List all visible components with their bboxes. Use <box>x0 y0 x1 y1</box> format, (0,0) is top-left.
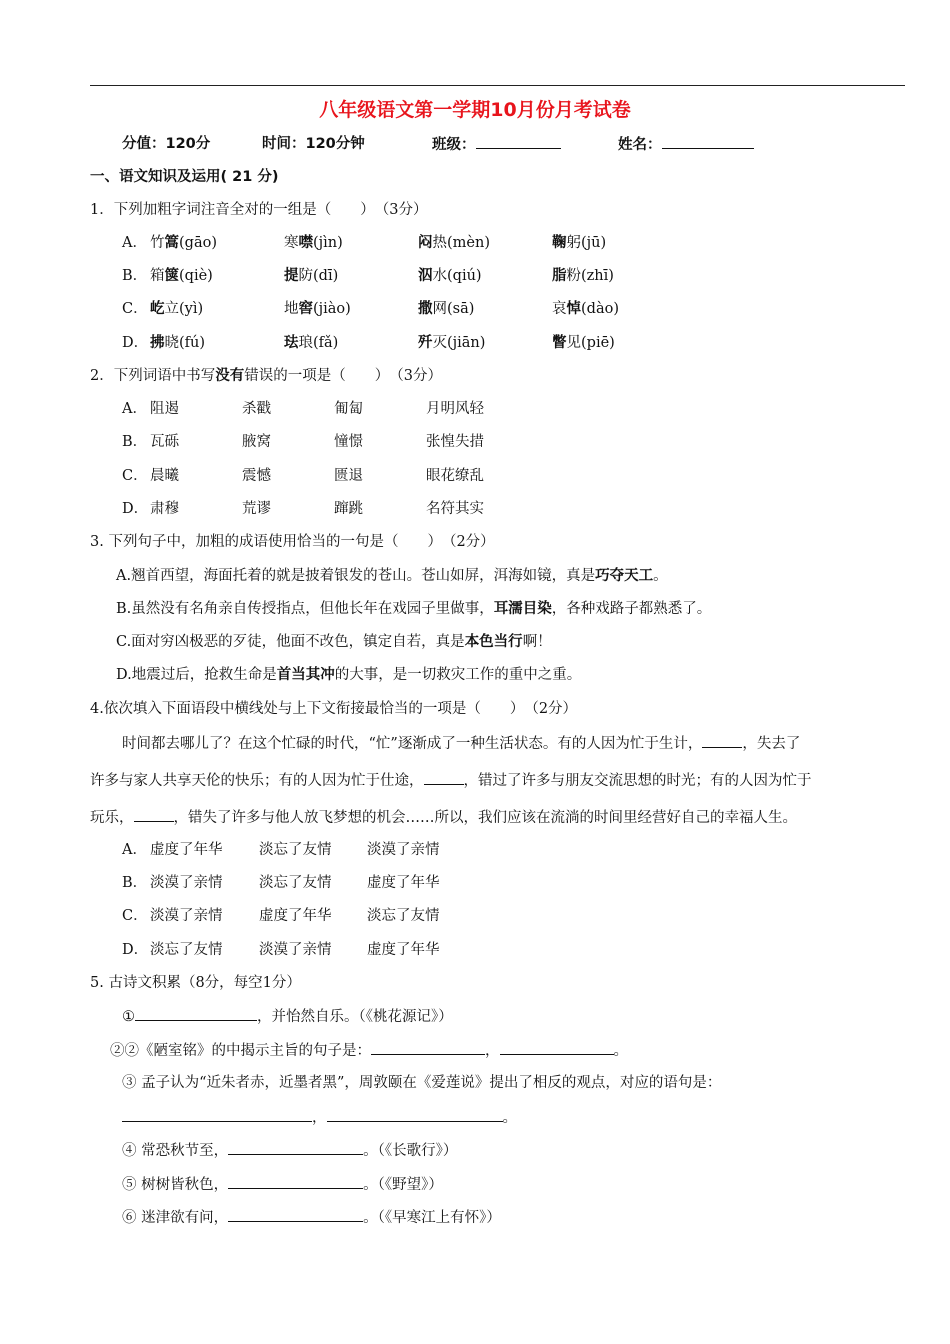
option-label: B． <box>122 875 148 891</box>
q1-word-pre: 哀 <box>552 301 567 317</box>
q1-word-post: (jiào) <box>313 301 351 317</box>
option-item <box>150 299 203 319</box>
q5-item-3-blanks <box>122 1107 517 1128</box>
option-item: 虚度了年华 <box>367 942 440 958</box>
q5-blank-3[interactable] <box>500 1040 614 1055</box>
option-item <box>418 233 490 253</box>
option-item <box>150 266 213 286</box>
q4-p3-end: ，错失了许多与他人放飞梦想的机会……所以，我们应该在流淌的时间里经营好自己的幸福人生。 <box>173 810 797 826</box>
option-item: 阻遏 <box>150 401 179 417</box>
q4-blank-2 <box>424 770 464 785</box>
q5-i2-text: ②②《陋室铭》的中揭示主旨的句子是： <box>110 1043 371 1059</box>
q5-i3-end: 。 <box>502 1110 517 1126</box>
option-item <box>418 266 482 286</box>
option-item <box>552 266 614 286</box>
q5-item-3: ③ 孟子认为“近朱者赤，近墨者黑”，周敦颐在《爱莲说》提出了相反的观点，对应的语句是： <box>122 1075 722 1091</box>
q3-a-text: A.翘首西望，海面托着的就是披着银发的苍山。苍山如屏，洱海如镜，真是 <box>116 568 596 584</box>
q4-passage-line-2 <box>90 770 812 791</box>
q3-d-text: D.地震过后，抢救生命是 <box>116 667 277 683</box>
q3-option-b[interactable] <box>116 599 711 619</box>
q2-stem <box>90 366 442 386</box>
option-item <box>552 333 615 353</box>
q1-word-bold: 歼 <box>418 335 433 351</box>
q5-i6-text: ⑥ 迷津欲有问， <box>122 1210 229 1226</box>
option-label: A． <box>122 842 147 858</box>
q5-i1-num: ① <box>122 1009 135 1025</box>
option-item: 淡忘了友情 <box>150 942 223 958</box>
q3-a-idiom: 巧夺天工 <box>595 568 654 584</box>
q2-stem-post: 错误的一项是（ ） （3分） <box>244 368 442 384</box>
option-item: 淡漠了亲情 <box>150 875 223 891</box>
q5-i4-text: ④ 常恐秋节至， <box>122 1143 229 1159</box>
q2-stem-pre: 2．下列词语中书写 <box>90 368 216 384</box>
option-item <box>552 233 606 253</box>
q3-c-end: 啊！ <box>522 634 552 650</box>
section-heading: 一、语文知识及运用( 21 分) <box>90 169 279 185</box>
q1-word-bold: 瞥 <box>552 335 567 351</box>
option-item: 憧憬 <box>334 434 363 450</box>
class-label: 班级： <box>432 137 476 153</box>
q1-word-pre: 竹 <box>150 235 165 251</box>
q1-word-bold: 屹 <box>150 301 165 317</box>
q3-stem: 3. 下列句子中，加粗的成语使用恰当的一句是（ ） （2分） <box>90 534 495 550</box>
option-item: 匍匐 <box>334 401 363 417</box>
option-item <box>284 266 338 286</box>
option-item <box>552 299 619 319</box>
option-item: 淡漠了亲情 <box>367 842 440 858</box>
q1-word-bold: 撒 <box>418 301 433 317</box>
q5-i5-source: 。（《野望》） <box>363 1177 443 1193</box>
q5-stem: 5. 古诗文积累（8分，每空1分） <box>90 975 301 991</box>
q1-word-post: (qiè) <box>179 268 213 284</box>
option-item: 淡漠了亲情 <box>259 942 332 958</box>
q1-word-post: 防(dī) <box>298 268 339 284</box>
q5-i1-text: ，并怡然自乐。（《桃花源记》） <box>257 1009 453 1025</box>
q1-word-bold: 悼 <box>566 301 581 317</box>
q1-word-post: 水(qiú) <box>432 268 482 284</box>
q3-b-end: ，各种戏路子都熟悉了。 <box>551 601 712 617</box>
q1-word-bold: 箧 <box>164 268 179 284</box>
q4-p1-end: ，失去了 <box>742 736 801 752</box>
option-label: C． <box>122 301 148 317</box>
option-label: B． <box>122 268 148 284</box>
q5-blank-6[interactable] <box>228 1140 363 1155</box>
q5-blank-5[interactable] <box>327 1107 503 1122</box>
q1-word-pre: 箱 <box>150 268 165 284</box>
option-label: C． <box>122 908 148 924</box>
time-info: 时间：120分钟 <box>262 136 365 152</box>
q4-stem: 4.依次填入下面语段中横线处与上下文衔接最恰当的一项是（ ） （2分） <box>90 701 578 717</box>
q3-d-end: 的大事，是一切救灾工作的重中之重。 <box>334 667 582 683</box>
q1-stem: 1．下列加粗字词注音全对的一组是（ ） （3分） <box>90 202 428 218</box>
option-item: 淡漠了亲情 <box>150 908 223 924</box>
name-blank[interactable] <box>662 134 754 149</box>
option-item: 虚度了年华 <box>367 875 440 891</box>
q1-word-post: 见(piē) <box>566 335 615 351</box>
option-item <box>150 233 217 253</box>
option-item <box>150 333 205 353</box>
option-label: C． <box>122 468 148 484</box>
q1-word-post: 躬(jū) <box>566 235 607 251</box>
q4-passage-line-3 <box>90 807 797 828</box>
option-item: 月明风轻 <box>426 401 484 417</box>
q1-word-bold: 噤 <box>298 235 313 251</box>
option-item: 蹿跳 <box>334 501 363 517</box>
q5-item-6 <box>122 1207 501 1228</box>
q5-i3-comma: ， <box>312 1110 327 1126</box>
option-item <box>284 299 351 319</box>
q1-word-bold: 提 <box>284 268 299 284</box>
option-item: 肃穆 <box>150 501 179 517</box>
option-item: 晨曦 <box>150 468 179 484</box>
q4-p2-end: ，错过了许多与朋友交流思想的时光；有的人因为忙于 <box>463 773 812 789</box>
q5-item-2 <box>110 1040 628 1061</box>
q3-d-idiom: 首当其冲 <box>276 667 335 683</box>
q3-c-text: C.面对穷凶极恶的歹徒，他面不改色，镇定自若，真是 <box>116 634 465 650</box>
q5-i6-source: 。（《早寒江上有怀》） <box>363 1210 501 1226</box>
q5-blank-8[interactable] <box>228 1207 363 1222</box>
q5-blank-2[interactable] <box>371 1040 485 1055</box>
q4-p2-text: 许多与家人共享天伦的快乐；有的人因为忙于仕途， <box>90 773 424 789</box>
q1-word-post: 立(yì) <box>164 301 204 317</box>
option-item <box>284 233 343 253</box>
q5-item-1 <box>122 1006 453 1027</box>
option-label: D． <box>122 501 149 517</box>
option-item <box>284 333 338 353</box>
q1-word-post: 晓(fú) <box>164 335 206 351</box>
option-label: B． <box>122 434 148 450</box>
q1-word-post: 热(mèn) <box>432 235 490 251</box>
option-item: 淡忘了友情 <box>259 842 332 858</box>
q3-c-idiom: 本色当行 <box>464 634 523 650</box>
q4-blank-1 <box>702 733 742 748</box>
option-item: 名符其实 <box>426 501 484 517</box>
option-item: 眼花缭乱 <box>426 468 484 484</box>
q5-i4-source: 。（《长歌行》） <box>363 1143 458 1159</box>
q5-item-4 <box>122 1140 457 1161</box>
q1-word-pre: 寒 <box>284 235 299 251</box>
q1-word-bold: 窖 <box>298 301 313 317</box>
q3-option-a[interactable] <box>116 566 668 586</box>
q1-word-post: (gāo) <box>179 235 217 251</box>
option-item: 瓦砾 <box>150 434 179 450</box>
option-item: 匮退 <box>334 468 363 484</box>
option-item: 淡忘了友情 <box>367 908 440 924</box>
q3-option-d[interactable] <box>116 665 581 685</box>
q5-i5-text: ⑤ 树树皆秋色， <box>122 1177 229 1193</box>
q2-stem-bold: 没有 <box>215 368 245 384</box>
option-label: A． <box>122 401 147 417</box>
q4-p3-text: 玩乐， <box>90 810 134 826</box>
q1-word-post: 灭(jiān) <box>432 335 486 351</box>
score-info: 分值：120分 <box>122 136 211 152</box>
option-label: D． <box>122 335 149 351</box>
option-item <box>418 299 474 319</box>
q4-blank-3 <box>134 807 174 822</box>
option-item <box>418 333 485 353</box>
q1-word-bold: 闷 <box>418 235 433 251</box>
q1-word-post: 网(sā) <box>432 301 475 317</box>
option-label: A． <box>122 235 147 251</box>
q1-word-bold: 拂 <box>150 335 165 351</box>
option-item: 荒谬 <box>242 501 271 517</box>
header-rule <box>90 85 905 86</box>
class-blank[interactable] <box>476 134 561 149</box>
q5-blank-4[interactable] <box>122 1107 312 1122</box>
q3-b-text: B.虽然没有名角亲自传授指点，但他长年在戏园子里做事， <box>116 601 494 617</box>
q3-option-c[interactable] <box>116 632 552 652</box>
q1-word-post: (jìn) <box>313 235 343 251</box>
q4-p1-text: 时间都去哪儿了？在这个忙碌的时代，“忙”逐渐成了一种生活状态。有的人因为忙于生计， <box>122 736 703 752</box>
option-item: 腋窝 <box>242 434 271 450</box>
q5-item-5 <box>122 1174 443 1195</box>
q1-word-post: (dào) <box>581 301 619 317</box>
q5-blank-7[interactable] <box>228 1174 363 1189</box>
name-label: 姓名： <box>618 137 662 153</box>
option-label: D． <box>122 942 149 958</box>
q1-word-bold: 鞠 <box>552 235 567 251</box>
option-item: 震憾 <box>242 468 271 484</box>
option-item: 杀戳 <box>242 401 271 417</box>
q1-word-post: 琅(fǎ) <box>298 335 339 351</box>
q3-a-end: 。 <box>653 568 668 584</box>
q5-blank-1[interactable] <box>135 1006 257 1021</box>
q1-word-bold: 脂 <box>552 268 567 284</box>
name-field[interactable] <box>618 134 754 155</box>
q4-passage-line-1 <box>122 733 800 754</box>
q5-i2-end: 。 <box>613 1043 628 1059</box>
class-field[interactable] <box>432 134 561 155</box>
option-item: 虚度了年华 <box>259 908 332 924</box>
option-item: 虚度了年华 <box>150 842 223 858</box>
q1-word-post: 粉(zhī) <box>566 268 614 284</box>
q1-word-bold: 泅 <box>418 268 433 284</box>
q1-word-bold: 篙 <box>164 235 179 251</box>
page-title: 八年级语文第一学期10月份月考试卷 <box>319 99 631 121</box>
option-item: 淡忘了友情 <box>259 875 332 891</box>
q1-word-bold: 珐 <box>284 335 299 351</box>
q3-b-idiom: 耳濡目染 <box>493 601 552 617</box>
q1-word-pre: 地 <box>284 301 299 317</box>
option-item: 张惶失措 <box>426 434 484 450</box>
q5-i2-comma: ， <box>485 1043 500 1059</box>
